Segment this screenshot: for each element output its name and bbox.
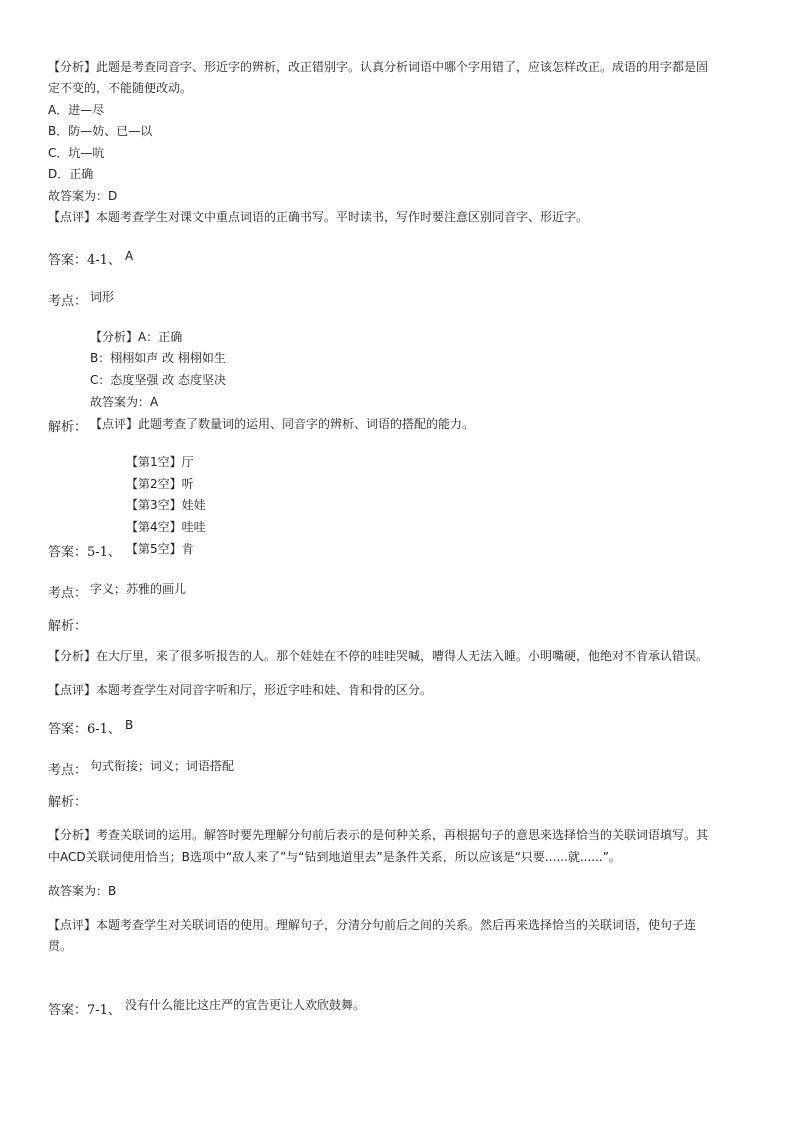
- point-value: 字义；苏雅的画儿: [90, 582, 187, 596]
- answer-value: 没有什么能比这庄严的宣告更让人欢欣鼓舞。: [125, 998, 366, 1012]
- option-a: A．进—尽: [48, 103, 105, 117]
- answer-line: 故答案为：D: [48, 189, 118, 203]
- blank-4: 【第4空】哇哇: [126, 520, 206, 534]
- answer-line: 故答案为：B: [48, 884, 117, 898]
- point-label: 考点：: [48, 763, 88, 778]
- comment-line-2: 贯。: [48, 939, 73, 953]
- option-b: B：栩栩如声 改 栩栩如生: [90, 351, 226, 365]
- analysis-line-2: 定不变的，不能随便改动。: [48, 81, 193, 95]
- answer-line: 故答案为：A: [90, 395, 159, 409]
- explain-label: 解析：: [48, 420, 88, 435]
- point-value: 句式衔接；词义；词语搭配: [90, 759, 235, 773]
- comment-line-1: 【点评】本题考查学生对关联词语的使用。理解句子，分清分句前后之间的关系。然后再来选择恰当的关联词语，使句子连: [48, 918, 697, 932]
- option-d: D．正确: [48, 167, 94, 181]
- analysis-line: 【分析】在大厅里，来了很多听报告的人。那个娃娃在不停的哇哇哭喊，嘈得人无法入睡。小明嘴硬，他绝对不肯承认错误。: [48, 649, 709, 663]
- answer-value: B: [125, 718, 134, 732]
- blank-5: 【第5空】肯: [126, 542, 194, 556]
- point-label: 考点：: [48, 294, 88, 309]
- explain-label: 解析：: [48, 795, 88, 810]
- answer-label: 答案：5-1、: [48, 545, 121, 560]
- answer-label: 答案：6-1、: [48, 722, 121, 737]
- answer-label: 答案：7-1、: [48, 1003, 121, 1018]
- option-b: B．防—妨、已—以: [48, 124, 153, 138]
- analysis-line-1: 【分析】此题是考查同音字、形近字的辨析，改正错别字。认真分析词语中哪个字用错了，应该怎样改正。成语的用字都是固: [48, 60, 709, 74]
- answer-label: 答案：4-1、: [48, 253, 121, 268]
- option-c: C．坑—吭: [48, 146, 105, 160]
- comment-line: 【点评】本题考查学生对课文中重点词语的正确书写。平时读书，写作时要注意区别同音字、形近字。: [48, 210, 589, 224]
- blank-1: 【第1空】厅: [126, 455, 194, 469]
- analysis-line: 【分析】A：正确: [90, 330, 183, 344]
- comment-line: 【点评】此题考查了数量词的运用、同音字的辨析、词语的搭配的能力。: [90, 417, 475, 431]
- analysis-line-2: 中ACD关联词使用恰当；B选项中“敌人来了”与“钻到地道里去”是条件关系，所以应该是“只要......就......”。: [48, 850, 621, 864]
- point-label: 考点：: [48, 586, 88, 601]
- point-value: 词形: [90, 290, 115, 304]
- option-c: C：态度坚强 改 态度坚决: [90, 373, 227, 387]
- comment-line: 【点评】本题考查学生对同音字听和厅，形近字哇和娃、肯和骨的区分。: [48, 683, 433, 697]
- explain-label: 解析：: [48, 619, 88, 634]
- blank-3: 【第3空】娃娃: [126, 498, 206, 512]
- analysis-line-1: 【分析】考查关联词的运用。解答时要先理解分句前后表示的是何种关系，再根据句子的意思来选择恰当的关联词语填写。其: [48, 828, 709, 842]
- blank-2: 【第2空】听: [126, 477, 194, 491]
- answer-value: A: [125, 249, 134, 263]
